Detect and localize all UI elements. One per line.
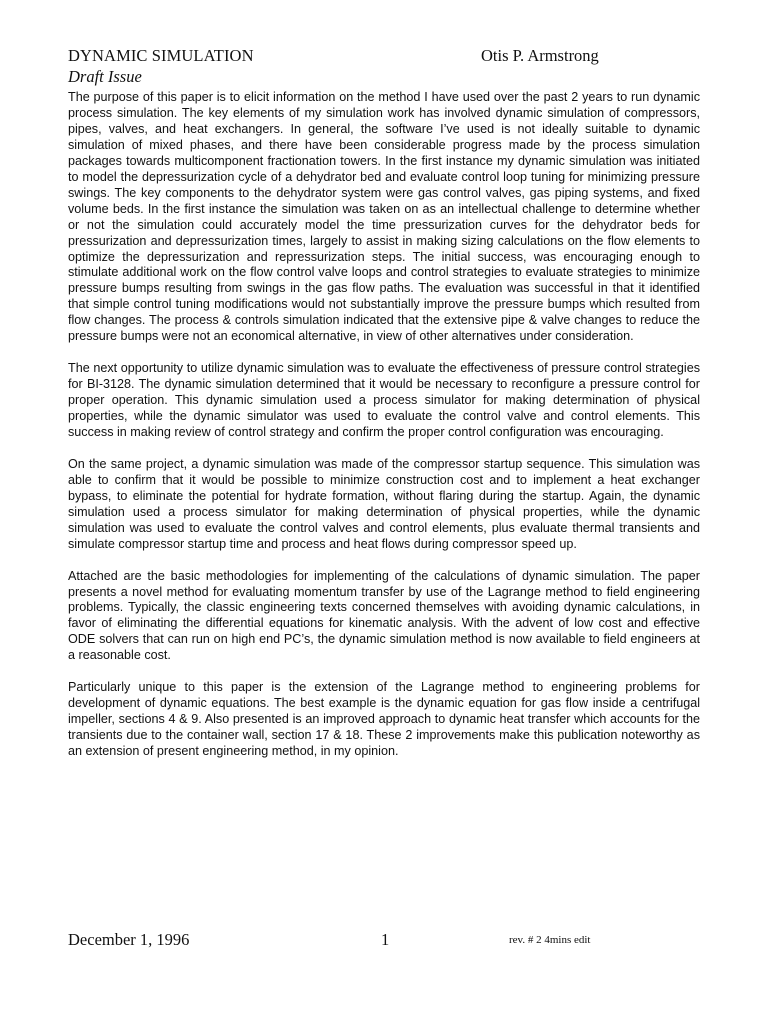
page-number: 1 xyxy=(381,930,390,949)
paragraph-1: The purpose of this paper is to elicit information on the method I have used over the past 2 years to run dynamic process simulation. The key elements of my simulation work has involved dynamic simulation of compressors, pipes, valves, and heat exchangers. In general, the software I’ve used is not ideally suitable to dynamic simulation of mixed phases, and there have been considerable progress made by the process simulation packages towards multicomponent fractionation towers. In the first instance my dynamic simulation was initiated to model the depressurization cycle of a dehydrator bed and evaluate control loop tuning for minimizing pressure swings. The key components to the dehydrator system were gas control valves, gas piping systems, and fixed volume beds. In the first instance the simulation was taken on as an intellectual challenge to determine whether or not the simulation could accurately model the time pressurization curves for the dehydrator beds for pressurization and depressurization times, largely to assist in making sizing calculations on the flow elements to optimize the depressurization and repressurization steps. The initial success, was encouraging enough to stimulate additional work on the flow control valve loops and control strategies to evaluate strategies to minimize pressure bumps resulting from swings in the gas flow paths. The evaluation was successful in that it identified that simple control tuning modifications would not substantially improve the pressure bumps which resulted from flow changes. The process & controls simulation indicated that the extensive pipe & valve changes to reduce the pressure bumps were not an economical alternative, in view of other alternatives under consideration. xyxy=(68,90,700,344)
author-name: Otis P. Armstrong xyxy=(481,46,599,65)
page-footer xyxy=(68,930,708,954)
paragraph-4: Attached are the basic methodologies for implementing of the calculations of dynamic simulation. The paper presents a novel method for evaluating momentum transfer by use of the Lagrange method to field engineering problems. Typically, the classic engineering texts concerned themselves with avoiding dynamic calculations, in favor of eliminating the differential equations for kinematic analysis. With the advent of low cost and effective ODE solvers that can run on high end PC’s, the dynamic simulation method is now available to field engineers at a reasonable cost. xyxy=(68,568,700,663)
revision-label: rev. # 2 4mins edit xyxy=(509,934,591,946)
document-title: DYNAMIC SIMULATION xyxy=(68,46,254,65)
document-subtitle: Draft Issue xyxy=(68,67,142,86)
paragraph-5: Particularly unique to this paper is the extension of the Lagrange method to engineering problems for development of dynamic equations. The best example is the dynamic equation for gas flow inside a centrifugal impeller, sections 4 & 9. Also presented is an improved approach to dynamic heat transfer which accounts for the transients due to the container wall, section 17 & 18. These 2 improvements make this publication noteworthy as an extension of present engineering method, in my opinion. xyxy=(68,680,700,759)
footer-date: December 1, 1996 xyxy=(68,930,190,949)
paragraph-2: The next opportunity to utilize dynamic simulation was to evaluate the effectiveness of pressure control strategies for BI-3128. The dynamic simulation determined that it would be necessary to reconfigure a pressure control for proper operation. This dynamic simulation used a process simulator for making determination of physical properties, while the dynamic simulator was used to evaluate the control valve and control elements. This success in making review of control strategy and confirm the proper control configuration was encouraging. xyxy=(68,361,700,439)
page-header xyxy=(68,46,708,90)
paragraph-3: On the same project, a dynamic simulation was made of the compressor startup sequence. This simulation was able to confirm that it would be possible to minimize construction cost and to implement a heat exchanger bypass, to eliminate the potential for hydrate formation, without flaring during the startup. Again, the dynamic simulation used a process simulator for making determination of physical properties, while the dynamic simulation was used to evaluate the control valves and control elements, plus evaluate thermal transients and simulate compressor startup time and process and heat flows during compressor speed up. xyxy=(68,456,700,551)
document-body xyxy=(68,90,700,776)
